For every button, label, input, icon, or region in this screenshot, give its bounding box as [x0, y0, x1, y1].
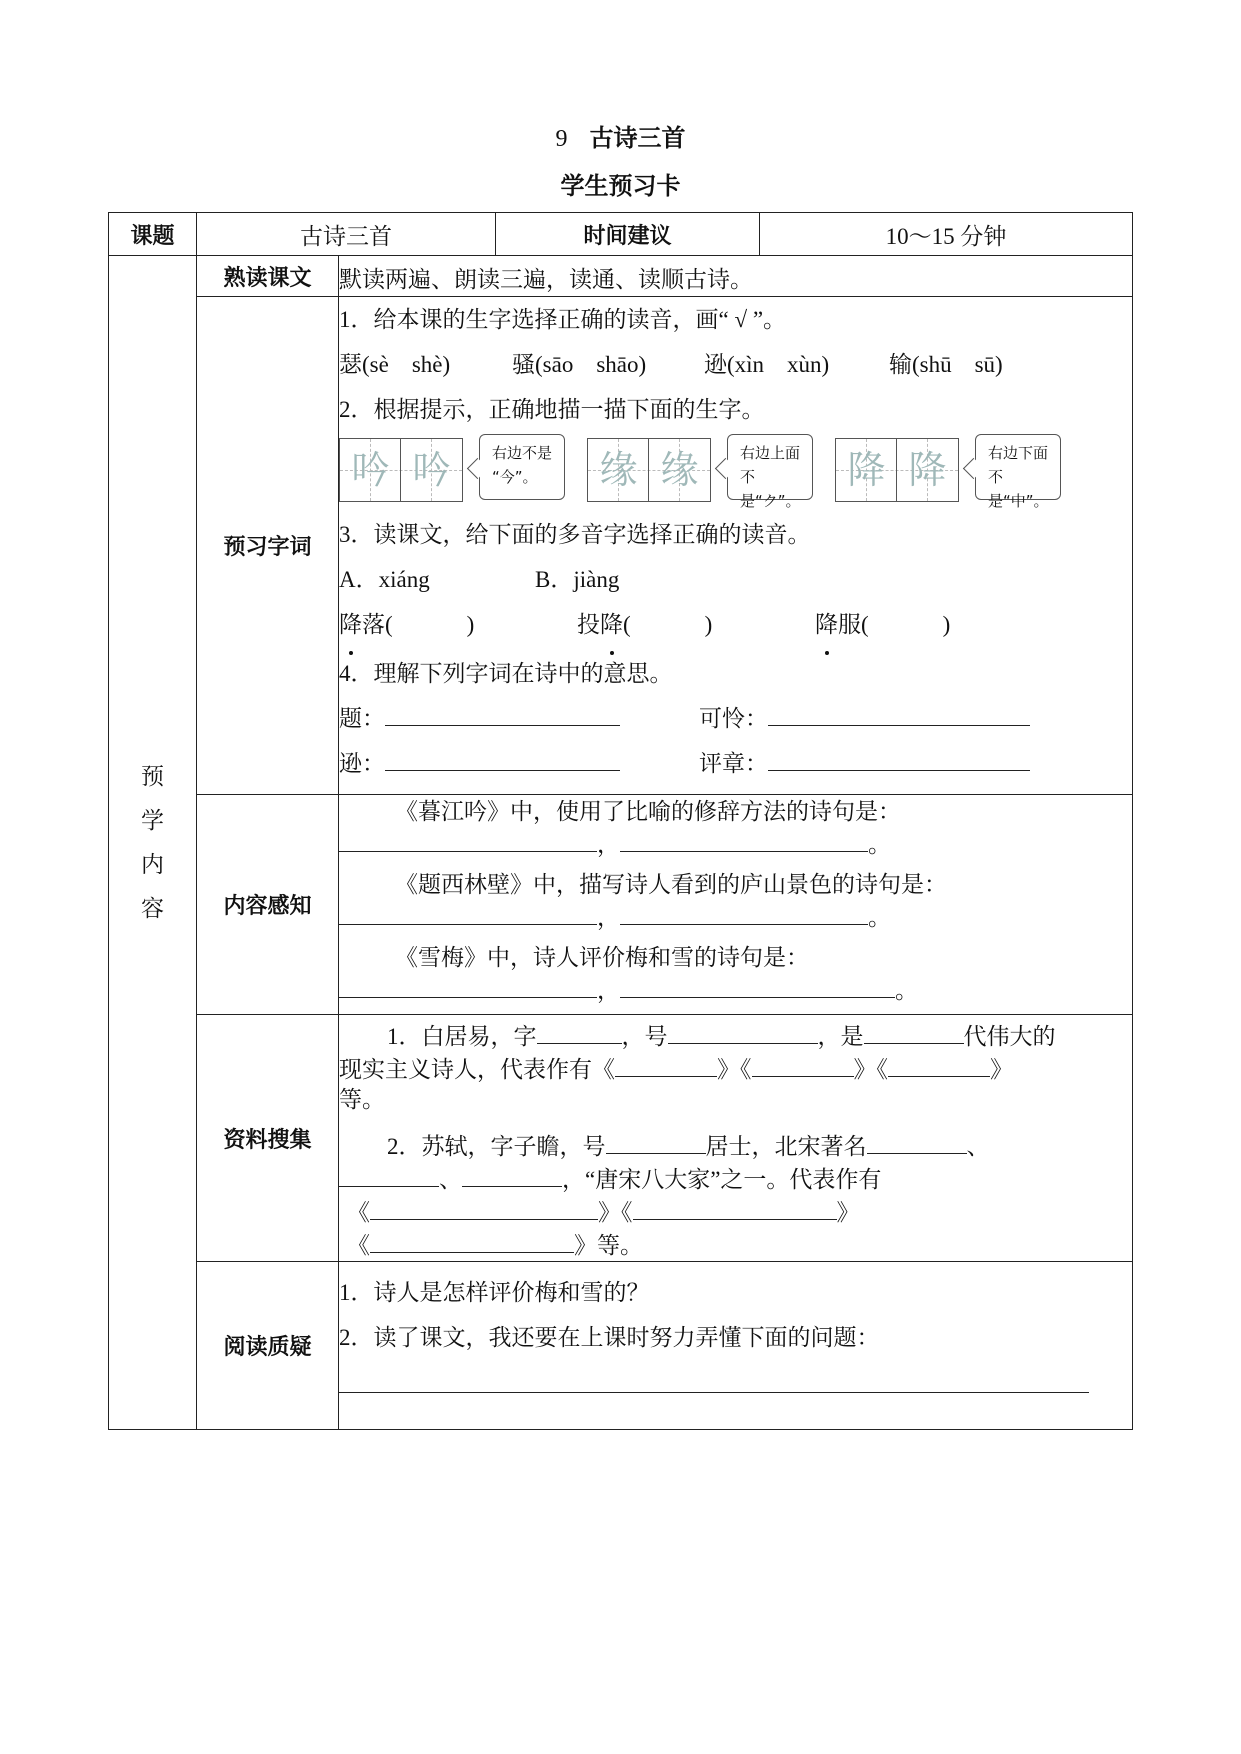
yuedu-content — [339, 1262, 1133, 1430]
tracing-box[interactable]: 缘 缘 — [587, 438, 711, 502]
q4-row1: 题： 可怜： — [339, 696, 1132, 741]
answer-blank[interactable] — [864, 1019, 964, 1044]
answer-blank[interactable] — [768, 746, 1030, 771]
answer-blank[interactable] — [385, 701, 620, 726]
section-label-yuxi: 预习字词 — [197, 297, 339, 795]
answer-blank[interactable] — [339, 900, 597, 925]
tracing-box[interactable]: 吟 吟 — [339, 438, 463, 502]
section-label-ziliao: 资料搜集 — [197, 1015, 339, 1262]
yuedu-q1: 1．诗人是怎样评价梅和雪的？ — [339, 1280, 650, 1305]
answer-blank[interactable] — [339, 1162, 439, 1187]
answer-blank[interactable] — [620, 973, 895, 998]
polyphone-item[interactable]: 降服( ) — [815, 602, 950, 647]
section-label-neirong: 内容感知 — [197, 795, 339, 1015]
preview-content-label: 预 学 内 容 — [109, 256, 197, 1430]
pinyin-choice[interactable]: 瑟(sè shè) — [339, 352, 451, 377]
answer-line[interactable] — [339, 1368, 1089, 1393]
answer-blank[interactable] — [888, 1052, 990, 1077]
hint-bubble: 右边下面 不是“中”。 — [975, 434, 1061, 500]
neirong-q1: 《暮江吟》中，使用了比喻的修辞方法的诗句是： — [395, 799, 901, 824]
option-b: B．jiàng — [535, 567, 620, 592]
section-label-yuedu: 阅读质疑 — [197, 1262, 339, 1430]
answer-blank[interactable] — [385, 746, 620, 771]
option-a: A．xiáng — [339, 567, 430, 592]
answer-blank[interactable] — [633, 1195, 837, 1220]
yuedu-q2: 2．读了课文，我还要在上课时努力弄懂下面的问题： — [339, 1325, 880, 1350]
neirong-q3: 《雪梅》中，诗人评价梅和雪的诗句是： — [395, 945, 809, 970]
ziliao-content: 1．白居易，字 ，号 ，是 代伟大的 现实主义诗人，代表作有《 》《 》《 》 等。 2．苏轼，字子瞻，号 居士，北宋著名 、 、 ，“唐宋八大家”之一。代表作有 《 》《 》 《 》等。 — [339, 1015, 1133, 1262]
topic-label: 课题 — [109, 213, 197, 256]
q2-text: 2．根据提示，正确地描一描下面的生字。 — [339, 397, 765, 422]
q4-row2: 逊： 评章： — [339, 741, 1132, 786]
answer-blank[interactable] — [370, 1195, 598, 1220]
answer-blank[interactable] — [537, 1019, 622, 1044]
hint-bubble: 右边上面 不是“ク”。 — [727, 434, 813, 500]
answer-blank[interactable] — [339, 973, 597, 998]
answer-blank[interactable] — [339, 827, 597, 852]
neirong-content: 《暮江吟》中，使用了比喻的修辞方法的诗句是： ， 。 《题西林壁》中，描写诗人看到的庐山景色的诗句是： ， 。 《雪梅》中，诗人评价梅和雪的诗句是： ， 。 — [339, 795, 1133, 1015]
preview-card-table — [108, 212, 1133, 1430]
header-row — [109, 213, 1133, 256]
answer-blank[interactable] — [615, 1052, 717, 1077]
time-label: 时间建议 — [496, 213, 760, 256]
tracing-box[interactable]: 降 降 — [835, 438, 959, 502]
card-subtitle: 学生预习卡 — [560, 172, 681, 200]
pinyin-choice[interactable]: 输(shū sū) — [889, 352, 1003, 377]
polyphone-item[interactable]: 降落( ) — [339, 602, 474, 647]
q1-items — [339, 342, 1132, 387]
shudu-text: 默读两遍、朗读三遍，读通、读顺古诗。 — [339, 256, 1133, 297]
time-value: 10～15 分钟 — [760, 213, 1133, 256]
lesson-title: 9 古诗三首 — [555, 124, 686, 152]
answer-blank[interactable] — [620, 900, 868, 925]
pinyin-choice[interactable]: 骚(sāo shāo) — [512, 352, 647, 377]
pinyin-choice[interactable]: 逊(xìn xùn) — [704, 352, 830, 377]
q4-text: 4．理解下列字词在诗中的意思。 — [339, 661, 673, 686]
q3-text: 3．读课文，给下面的多音字选择正确的读音。 — [339, 522, 811, 547]
answer-blank[interactable] — [462, 1162, 562, 1187]
answer-blank[interactable] — [867, 1129, 967, 1154]
answer-blank[interactable] — [370, 1228, 574, 1253]
q1-text: 1．给本课的生字选择正确的读音，画“ √ ”。 — [339, 307, 787, 332]
tracing-grid-row — [339, 432, 1132, 512]
answer-blank[interactable] — [620, 827, 868, 852]
neirong-q2: 《题西林壁》中，描写诗人看到的庐山景色的诗句是： — [395, 872, 947, 897]
yuxi-content — [339, 297, 1133, 795]
q3-options — [339, 557, 1132, 602]
answer-blank[interactable] — [668, 1019, 818, 1044]
q3-words — [339, 602, 1132, 647]
polyphone-item[interactable]: 投降( ) — [577, 602, 712, 647]
answer-blank[interactable] — [606, 1129, 706, 1154]
section-label-shudu: 熟读课文 — [197, 256, 339, 297]
answer-blank[interactable] — [752, 1052, 854, 1077]
hint-bubble: 右边不是 “今”。 — [479, 434, 565, 500]
answer-blank[interactable] — [768, 701, 1030, 726]
topic-value: 古诗三首 — [197, 213, 496, 256]
